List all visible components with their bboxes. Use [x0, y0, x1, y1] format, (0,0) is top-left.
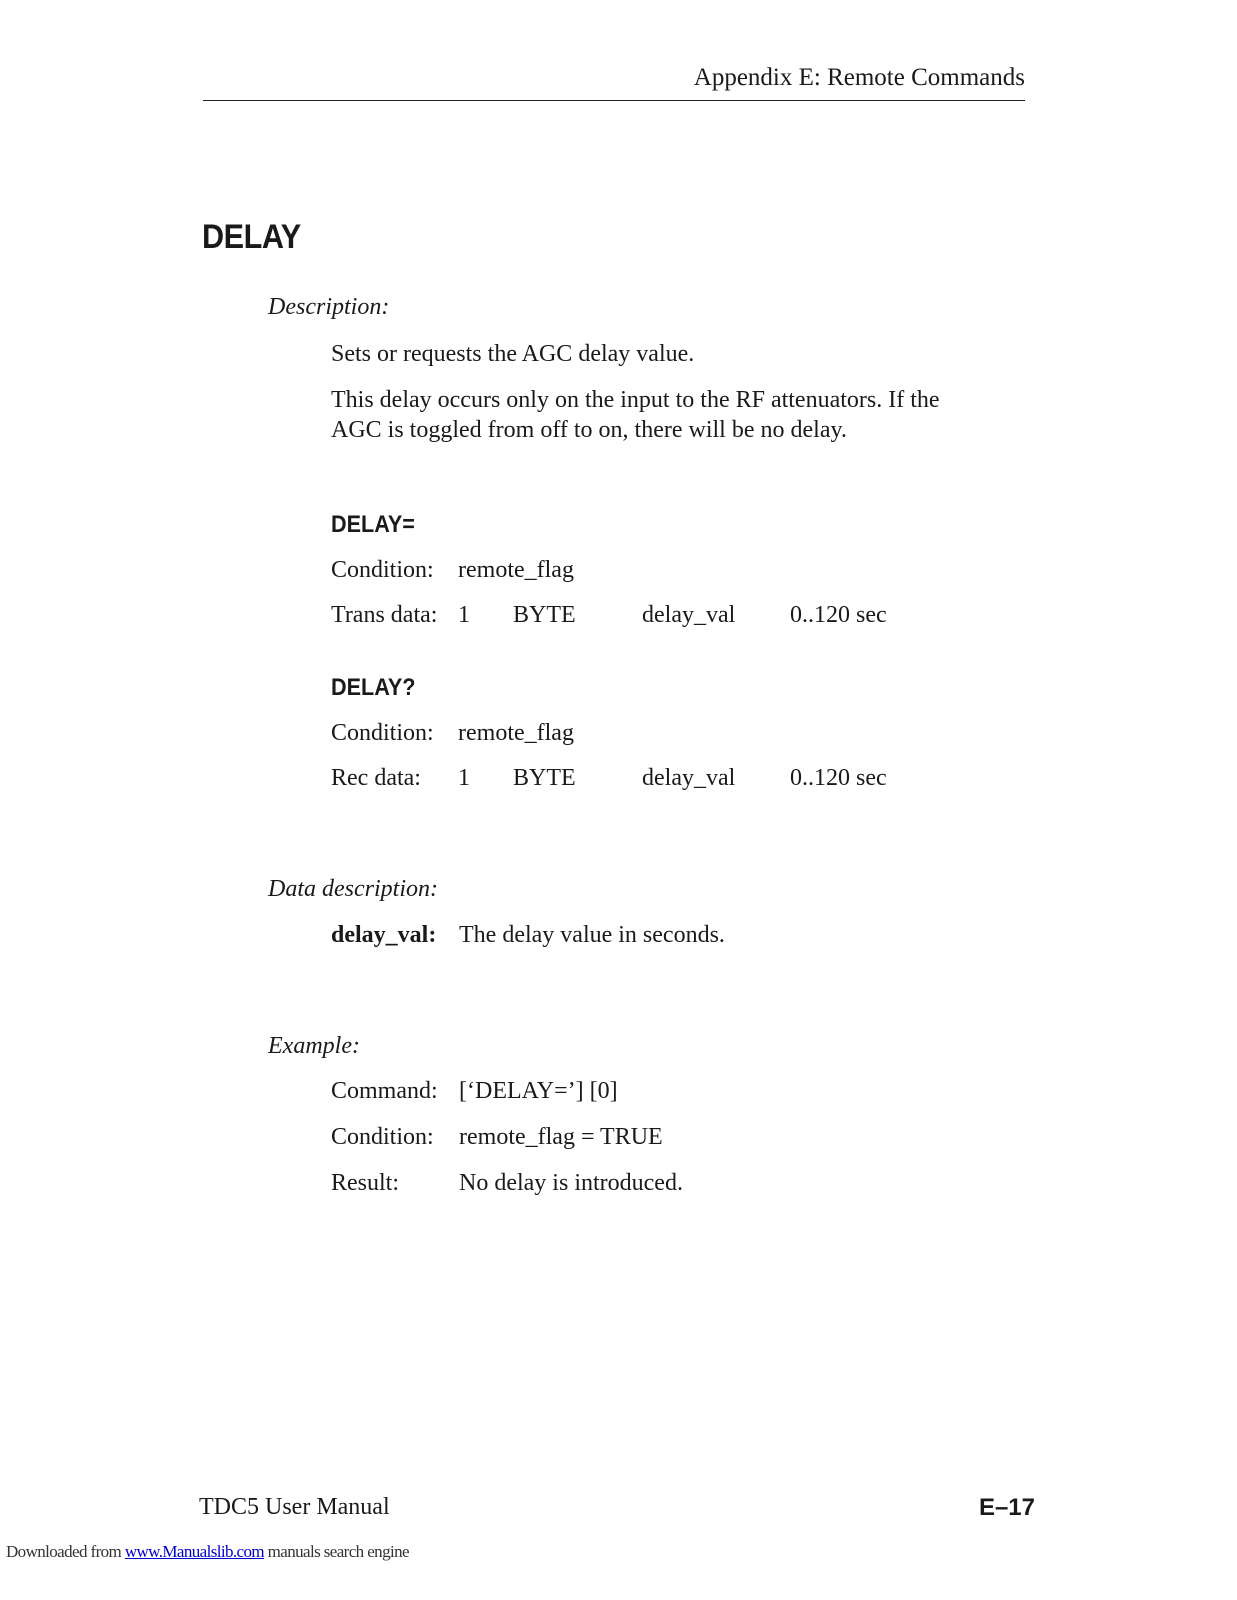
download-banner-prefix: Downloaded from: [6, 1542, 125, 1561]
example-command-label: Command:: [331, 1078, 438, 1104]
data-definition: The delay value in seconds.: [459, 922, 725, 948]
data-label: Rec data:: [331, 765, 421, 791]
data-count: 1: [458, 765, 470, 791]
condition-value: remote_flag: [458, 557, 574, 583]
manualslib-link[interactable]: www.Manualslib.com: [124, 1542, 265, 1561]
data-range: 0..120 sec: [790, 602, 887, 628]
condition-value: remote_flag: [458, 720, 574, 746]
footer-page-number: E–17: [978, 1494, 1035, 1521]
data-description-label: Data description:: [268, 876, 438, 902]
example-result-label: Result:: [331, 1170, 400, 1196]
description-paragraph-1: Sets or requests the AGC delay value.: [331, 341, 695, 367]
data-name: delay_val: [642, 602, 736, 628]
download-banner: [6, 1542, 409, 1562]
data-range: 0..120 sec: [790, 765, 887, 791]
data-term: delay_val:: [331, 922, 437, 948]
data-name: delay_val: [642, 765, 736, 791]
condition-label: Condition:: [331, 557, 434, 583]
set-command-heading: DELAY=: [331, 511, 415, 538]
page-title: DELAY: [202, 218, 301, 256]
download-banner-suffix: manuals search engine: [264, 1542, 409, 1561]
query-command-heading: DELAY?: [331, 674, 416, 701]
data-count: 1: [458, 602, 470, 628]
data-type: BYTE: [513, 602, 576, 628]
example-condition-label: Condition:: [331, 1124, 434, 1150]
data-type: BYTE: [513, 765, 576, 791]
header-rule: [203, 100, 1025, 101]
running-header: Appendix E: Remote Commands: [693, 64, 1025, 91]
data-label: Trans data:: [331, 602, 438, 628]
description-paragraph-2: This delay occurs only on the input to the RF attenuators. If the AGC is toggled from off to on, there will be no delay.: [331, 387, 940, 443]
example-result-value: No delay is introduced.: [459, 1170, 683, 1196]
example-label: Example:: [268, 1033, 360, 1059]
footer-manual-name: TDC5 User Manual: [199, 1494, 390, 1520]
example-condition-value: remote_flag = TRUE: [459, 1124, 663, 1150]
description-label: Description:: [268, 294, 390, 320]
condition-label: Condition:: [331, 720, 434, 746]
example-command-value: [‘DELAY=’] [0]: [459, 1078, 618, 1104]
